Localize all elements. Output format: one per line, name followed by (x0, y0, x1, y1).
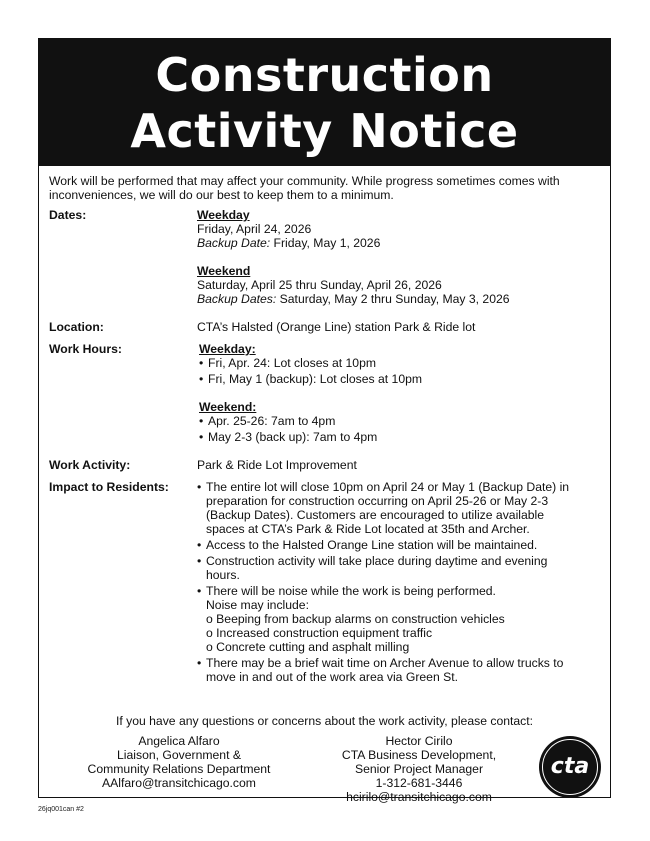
list-item: • May 2-3 (back up): 7am to 4pm (199, 430, 378, 444)
contact-title: Community Relations Department (87, 762, 271, 776)
contact-title: CTA Business Development, (341, 748, 497, 762)
work-activity-label: Work Activity: (49, 458, 131, 472)
impact-row (49, 480, 600, 684)
title-line-1: Construction (155, 47, 494, 102)
work-hours-label: Work Hours: (49, 342, 122, 356)
contact-name: Angelica Alfaro (138, 734, 220, 748)
work-activity-row (49, 458, 600, 472)
title-line-2: Activity Notice (130, 103, 519, 158)
contact-phone[interactable]: 1-312-681-3446 (375, 776, 463, 790)
noise-sub-item: o Beeping from backup alarms on construction vehicles (206, 612, 505, 626)
list-item: • Fri, May 1 (backup): Lot closes at 10pm (199, 372, 423, 386)
weekend-title: Weekend (197, 264, 251, 278)
contact-name: Hector Cirilo (385, 734, 453, 748)
list-item: • The entire lot will close 10pm on April 24 or May 1 (Backup Date) in preparation for construction occurring on April 25-26 or May 2-3 (Backup Dates). Customers are encouraged to utilize available spaces at CTA’s Park & Ride Lot located at 35th and Archer. (197, 480, 570, 536)
intro-text: Work will be performed that may affect your community. While progress sometimes comes with inconveniences, we will do our best to keep them to a minimum. (49, 174, 560, 202)
weekday-date: Friday, April 24, 2026 (197, 222, 312, 236)
list-item: • Access to the Halsted Orange Line station will be maintained. (197, 538, 538, 552)
noise-sub-item: o Increased construction equipment traffic (206, 626, 433, 640)
contact-card-cirilo (314, 734, 524, 804)
contact-email[interactable]: AAlfaro@transitchicago.com (102, 776, 256, 790)
dates-row (49, 208, 600, 306)
dates-label: Dates: (49, 208, 87, 222)
contact-title: Liaison, Government & (117, 748, 241, 762)
contact-title: Senior Project Manager (354, 762, 484, 776)
weekday-backup-label: Backup Date: (197, 236, 271, 250)
weekend-backup-value: Saturday, May 2 thru Sunday, May 3, 2026 (276, 292, 510, 306)
weekend-date: Saturday, April 25 thru Sunday, April 26, 2026 (197, 278, 442, 292)
list-item: • There will be noise while the work is being performed. Noise may include: o Beeping from backup alarms on construction vehicles o Increased construction equipment traffic o Concrete cutting and asphalt milling (197, 584, 505, 654)
location-value: CTA’s Halsted (Orange Line) station Park & Ride lot (197, 320, 476, 334)
work-activity-value: Park & Ride Lot Improvement (197, 458, 357, 472)
list-item: • There may be a brief wait time on Archer Avenue to allow trucks to move in and out of the work area via Green St. (197, 656, 564, 684)
notice-body (39, 166, 610, 814)
noise-sub-item: o Concrete cutting and asphalt milling (206, 640, 410, 654)
cta-logo: cta (539, 736, 601, 798)
impact-label: Impact to Residents: (49, 480, 169, 494)
notice-frame (38, 38, 611, 804)
weekday-title: Weekday (197, 208, 250, 222)
hours-weekend-title: Weekend: (199, 400, 257, 414)
header-banner (39, 39, 610, 166)
weekday-backup-value: Friday, May 1, 2026 (270, 236, 381, 250)
work-hours-row (49, 342, 600, 444)
contact-intro: If you have any questions or concerns about the work activity, please contact: (115, 714, 534, 728)
document-code: 26jq001can #2 (38, 806, 84, 813)
weekday-backup (197, 236, 600, 250)
weekend-backup-label: Backup Dates: (197, 292, 277, 306)
list-item: • Fri, Apr. 24: Lot closes at 10pm (199, 356, 376, 370)
contacts-section (49, 734, 600, 814)
location-row (49, 320, 600, 334)
contact-email[interactable]: hcirilo@transitchicago.com (346, 790, 492, 804)
hours-weekday-title: Weekday: (199, 342, 256, 356)
contact-card-alfaro (74, 734, 284, 790)
weekend-backup (197, 292, 600, 306)
location-label: Location: (49, 320, 104, 334)
list-item: • Construction activity will take place during daytime and evening hours. (197, 554, 548, 582)
list-item: • Apr. 25-26: 7am to 4pm (199, 414, 336, 428)
noise-intro: Noise may include: (206, 598, 309, 612)
